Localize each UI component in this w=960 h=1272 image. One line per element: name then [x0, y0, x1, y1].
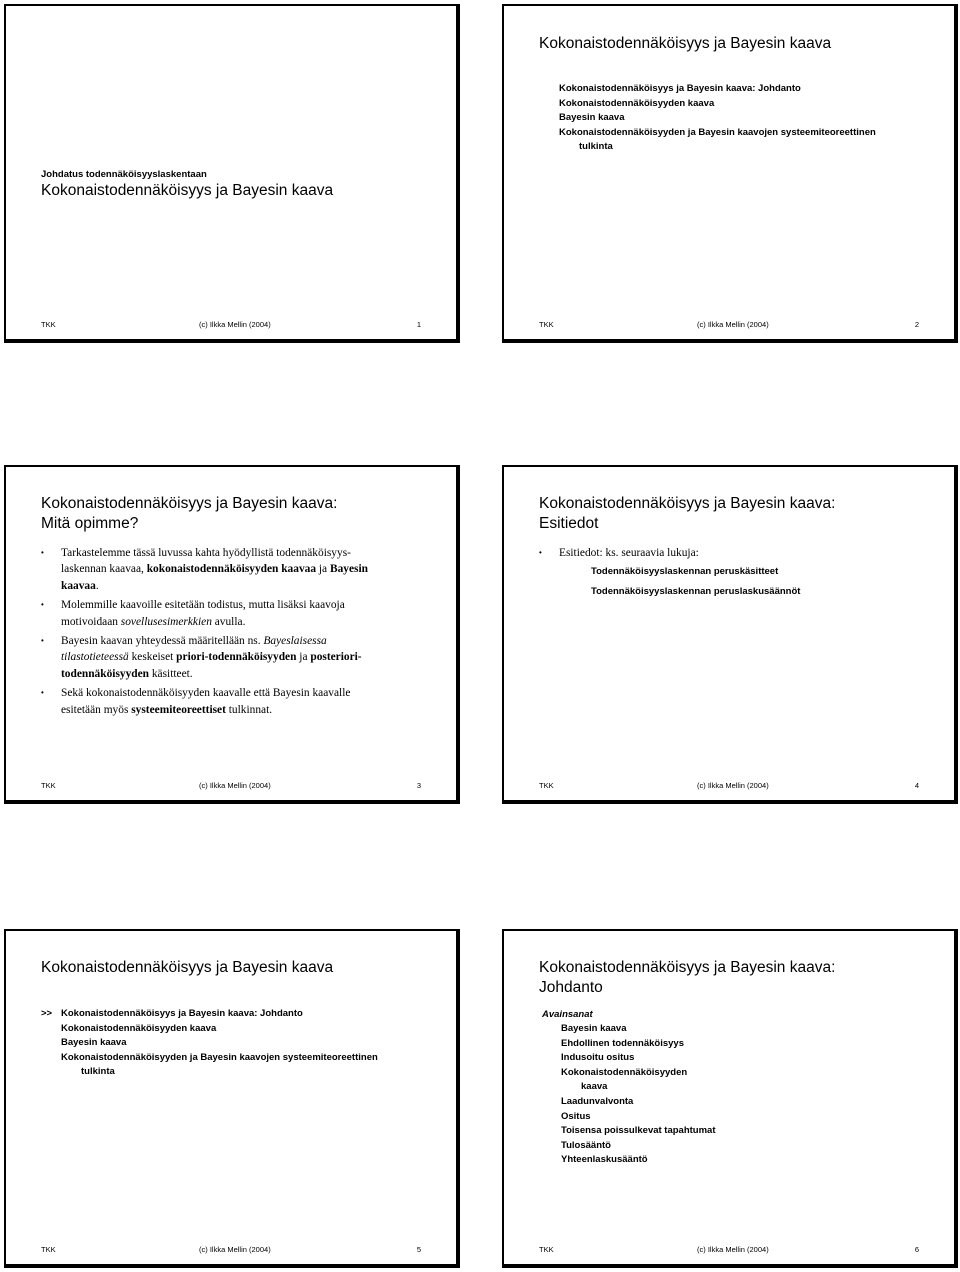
slide-title-line: Mitä opimme?	[41, 515, 139, 532]
slide-title: Kokonaistodennäköisyys ja Bayesin kaava	[41, 182, 334, 199]
slide-2	[502, 4, 958, 343]
bullet-text: .	[95, 579, 99, 592]
bullet-text: ja	[296, 651, 311, 664]
toc-item: Kokonaistodennäköisyys ja Bayesin kaava: Johdanto	[61, 1008, 303, 1019]
footer-copyright: (c) Ilkka Mellin (2004)	[697, 320, 769, 329]
slide-footer	[41, 780, 421, 792]
bullet-text: Molemmille kaavoille esitetään todistus, mutta lisäksi kaavoja	[61, 599, 345, 612]
bullet-text: Esitiedot: ks. seuraavia lukuja:	[559, 547, 699, 559]
sub-list	[591, 562, 934, 601]
toc-item: Kokonaistodennäköisyyden ja Bayesin kaavojen systeemiteoreettinen	[559, 126, 876, 138]
footer-org: TKK	[41, 781, 56, 790]
bullet-text: keskeiset	[128, 651, 177, 664]
toc-item: Kokonaistodennäköisyys ja Bayesin kaava: Johdanto	[559, 83, 801, 94]
bullet-list	[539, 545, 924, 561]
keyword-item: Toisensa poissulkevat tapahtumat	[561, 1125, 716, 1137]
keywords-list	[561, 1022, 944, 1168]
slide-title-line: Esitiedot	[539, 515, 599, 532]
bullet-icon: •	[41, 548, 44, 557]
keyword-item: Indusoitu ositus	[561, 1052, 635, 1064]
bullet-text: avulla.	[211, 615, 246, 628]
keyword-item: Ositus	[561, 1110, 591, 1122]
footer-org: TKK	[41, 320, 56, 329]
slide-title	[539, 494, 934, 534]
slide-title-line: Kokonaistodennäköisyys ja Bayesin kaava:	[539, 495, 836, 512]
bold-term: kaavaa	[61, 579, 96, 592]
bullet-text: Bayesin kaavan yhteydessä määritellään ns.	[61, 635, 264, 648]
keyword-item: Kokonaistodennäköisyyden	[561, 1066, 688, 1078]
italic-term: tilastotieteessä	[61, 651, 129, 664]
bullet-text: tulkinnat.	[225, 703, 273, 716]
slide-4	[502, 465, 958, 804]
slide-title-line: Kokonaistodennäköisyys ja Bayesin kaava:	[41, 495, 338, 512]
footer-org: TKK	[539, 781, 554, 790]
toc-item: Bayesin kaava	[559, 112, 625, 124]
toc-item: Kokonaistodennäköisyyden kaava	[559, 97, 715, 109]
toc-item: Kokonaistodennäköisyyden ja Bayesin kaavojen systeemiteoreettinen	[61, 1051, 378, 1063]
bullet-text: motivoidaan	[61, 615, 121, 628]
bold-term: priori-todennäköisyyden	[176, 651, 297, 664]
slide-number: 6	[914, 1245, 919, 1254]
slide-title: Kokonaistodennäköisyys ja Bayesin kaava	[539, 35, 832, 52]
toc-item: Kokonaistodennäköisyyden kaava	[61, 1022, 217, 1034]
bullet-text: laskennan kaavaa,	[61, 563, 147, 576]
bullet-icon: •	[41, 636, 44, 646]
slide-footer	[41, 1244, 421, 1256]
bullet-icon: •	[41, 688, 44, 698]
slide-footer	[539, 319, 919, 331]
keyword-item: Yhteenlaskusääntö	[561, 1154, 648, 1166]
slide-1	[4, 4, 460, 343]
sub-item: Todennäköisyyslaskennan peruskäsitteet	[591, 566, 779, 577]
footer-org: TKK	[539, 1245, 554, 1254]
table-of-contents	[559, 82, 934, 155]
bullet-icon: •	[41, 600, 44, 610]
slide-number: 1	[416, 320, 421, 329]
bullet-item	[539, 545, 924, 561]
footer-copyright: (c) Ilkka Mellin (2004)	[697, 1245, 769, 1254]
slide-footer	[539, 780, 919, 792]
keyword-item: Bayesin kaava	[561, 1023, 627, 1034]
bold-term: Bayesin	[329, 563, 368, 576]
bullet-icon: •	[539, 548, 542, 557]
bullet-text: Sekä kokonaistodennäköisyyden kaavalle että Bayesin kaavalle	[61, 687, 351, 700]
bullet-text: esitetään myös	[61, 703, 132, 716]
keyword-item: Tulosääntö	[561, 1139, 611, 1151]
bullet-list	[41, 545, 426, 718]
slide-number: 5	[416, 1245, 421, 1254]
toc-item: tulkinta	[579, 141, 613, 153]
table-of-contents	[61, 1007, 436, 1080]
keyword-item: Ehdollinen todennäköisyys	[561, 1037, 684, 1049]
bullet-text: ja	[316, 563, 330, 576]
bullet-item	[41, 633, 426, 682]
footer-org: TKK	[41, 1245, 56, 1254]
slide-3	[4, 465, 460, 804]
slide-title-line: Johdanto	[539, 979, 603, 996]
bold-term: todennäköisyyden	[61, 667, 149, 680]
slide-number: 3	[416, 781, 421, 790]
toc-item: Bayesin kaava	[61, 1037, 127, 1049]
toc-item: tulkinta	[81, 1066, 115, 1078]
bullet-item	[41, 597, 426, 630]
bold-term: posteriori-	[310, 651, 362, 664]
footer-copyright: (c) Ilkka Mellin (2004)	[199, 1245, 271, 1254]
footer-copyright: (c) Ilkka Mellin (2004)	[199, 781, 271, 790]
slide-title-line: Kokonaistodennäköisyys ja Bayesin kaava:	[539, 959, 836, 976]
keyword-item: Laadunvalvonta	[561, 1095, 634, 1107]
bold-term: kokonaistodennäköisyyden kaavaa	[146, 563, 317, 576]
bold-term: systeemiteoreettiset	[131, 703, 226, 716]
footer-copyright: (c) Ilkka Mellin (2004)	[199, 320, 271, 329]
bullet-item	[41, 545, 426, 594]
current-section-marker: >>	[41, 1008, 53, 1019]
bullet-item	[41, 685, 426, 718]
bullet-text: Tarkastelemme tässä luvussa kahta hyödyllistä todennäköisyys-	[61, 547, 351, 559]
italic-term: sovellusesimerkkien	[120, 615, 212, 628]
footer-org: TKK	[539, 320, 554, 329]
keyword-item: kaava	[581, 1081, 608, 1093]
keywords-heading: Avainsanat	[542, 1009, 593, 1020]
slide-title: Kokonaistodennäköisyys ja Bayesin kaava	[41, 959, 334, 976]
slide-number: 2	[914, 320, 919, 329]
bullet-text: käsitteet.	[149, 667, 193, 680]
slide-number: 4	[914, 781, 919, 790]
italic-term: Bayeslaisessa	[263, 635, 327, 648]
slide-5	[4, 929, 460, 1268]
slide-6	[502, 929, 958, 1268]
sub-item: Todennäköisyyslaskennan peruslaskusäännöt	[591, 585, 801, 597]
slide-title	[539, 958, 934, 998]
slide-footer	[41, 319, 421, 331]
footer-copyright: (c) Ilkka Mellin (2004)	[697, 781, 769, 790]
slide-footer	[539, 1244, 919, 1256]
slide-title	[41, 494, 436, 534]
slide-subtitle: Johdatus todennäköisyyslaskentaan	[41, 169, 207, 180]
